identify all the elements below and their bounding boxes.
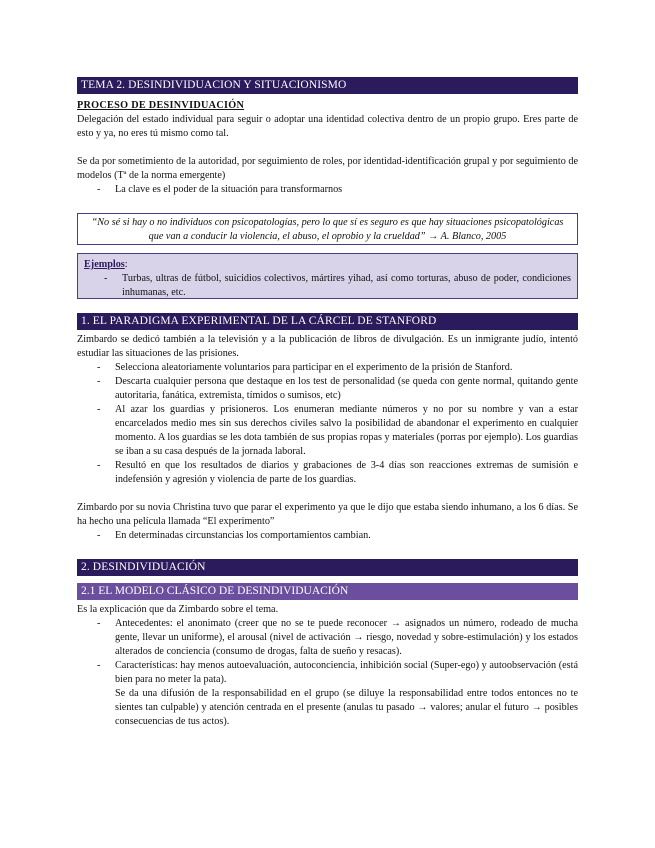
list-item: - Antecedentes: el anonimato (creer que no se te puede reconocer → asignados un número, rodeado de mucha gente, llevar un uniforme), el arousal (nivel de activación → riesgo, novedad y sobre-estimulación) y los estados alterados de conciencia (consumo de drogas, falta de sueño y resacas). bbox=[77, 617, 578, 659]
section1-body bbox=[77, 333, 578, 543]
process-paragraph-1: Delegación del estado individual para seguir o adoptar una identidad colectiva dentro de un propio grupo. Eres parte de esto y ya, no eres tú mismo como tal. bbox=[77, 114, 578, 139]
section2-continuation: Se da una difusión de la responsabilidad en el grupo (se diluye la responsabilidad entre todos entonces no te sientes tan culpable) y atención centrada en el presente (anulas tu pasado → valores; anular el futuro → posibles consecuencias de tus actos). bbox=[115, 688, 578, 727]
examples-colon: : bbox=[124, 259, 128, 270]
examples-list bbox=[84, 272, 571, 300]
process-section bbox=[77, 99, 578, 197]
examples-box bbox=[77, 253, 578, 299]
process-paragraph-2: Se da por sometimiento de la autoridad, por seguimiento de roles, por identidad-identificación grupal y por seguimiento de modelos (Tª de la norma emergente) bbox=[77, 156, 578, 181]
section1-bullet-list bbox=[77, 361, 578, 487]
process-bullet-list bbox=[77, 183, 578, 197]
list-item: - La clave es el poder de la situación para transformarnos bbox=[77, 183, 578, 197]
topic-title-bar: TEMA 2. DESINDIVIDUACION Y SITUACIONISMO bbox=[77, 77, 578, 94]
section2-title-bar: 2. DESINDIVIDUACIÓN bbox=[77, 559, 578, 576]
list-item: - Características: hay menos autoevaluación, autoconciencia, inhibición social (Super-ego) y autoobservación (está bien para no meter la pata). bbox=[77, 659, 578, 687]
section1-outro: Zimbardo por su novia Christina tuvo que parar el experimento ya que le dijo que estaba siendo inhumano, a los 6 días. Se ha hecho una película llamada “El experimento” bbox=[77, 502, 578, 527]
section2-subtitle-bar: 2.1 EL MODELO CLÁSICO DE DESINDIVIDUACIÓN bbox=[77, 583, 578, 600]
quote-box bbox=[77, 213, 578, 245]
spacer bbox=[77, 141, 578, 155]
examples-label: Ejemplos bbox=[84, 259, 125, 270]
section2-intro: Es la explicación que da Zimbardo sobre el tema. bbox=[77, 604, 279, 615]
process-heading: PROCESO DE DESINVIDUACIÓN bbox=[77, 100, 245, 111]
section1-intro: Zimbardo se dedicó también a la televisión y a la publicación de libros de divulgación. Es un inmigrante judío, intentó estudiar las situaciones de las prisiones. bbox=[77, 334, 578, 359]
list-item: - Selecciona aleatoriamente voluntarios para participar en el experimento de la prisión de Stanford. bbox=[77, 361, 578, 375]
list-item: - Al azar los guardias y prisioneros. Los enumeran mediante números y no por su nombre y van a estar encarcelados medio mes sin sus derechos civiles salvo la posibilidad de abandonar el experimento en cualquier momento. A los guardias se les dota también de sus propias ropas y materiales (porras por ejemplo). Los guardias se iban a su casa después de la jornada laboral. bbox=[77, 403, 578, 459]
section2-bullet-list bbox=[77, 617, 578, 687]
quote-text: “No sé si hay o no individuos con psicopatologías, pero lo que sí es seguro es que hay situaciones psicopatológicas que van a conducir la violencia, el abuso, el oprobio y la crueldad” → A. Blanco, 2005 bbox=[91, 217, 564, 242]
section2-body bbox=[77, 603, 578, 729]
list-item: - Descarta cualquier persona que destaque en los test de personalidad (se queda con gente normal, quitando gente autoritaria, fanática, extremista, tímidos o sumisos, etc) bbox=[77, 375, 578, 403]
spacer bbox=[77, 487, 578, 501]
list-item: - Turbas, ultras de fútbol, suicidios colectivos, mártires yihad, así como torturas, abuso de poder, condiciones inhumanas, etc. bbox=[84, 272, 571, 300]
section1-outro-list bbox=[77, 529, 578, 543]
list-item: - En determinadas circunstancias los comportamientos cambian. bbox=[77, 529, 578, 543]
section1-title-bar: 1. EL PARADIGMA EXPERIMENTAL DE LA CÁRCEL DE STANFORD bbox=[77, 313, 578, 330]
list-item: - Resultó en que los resultados de diarios y grabaciones de 3-4 días son reacciones extremas de sumisión e indefensión y agresión y violencia de parte de los guardias. bbox=[77, 459, 578, 487]
